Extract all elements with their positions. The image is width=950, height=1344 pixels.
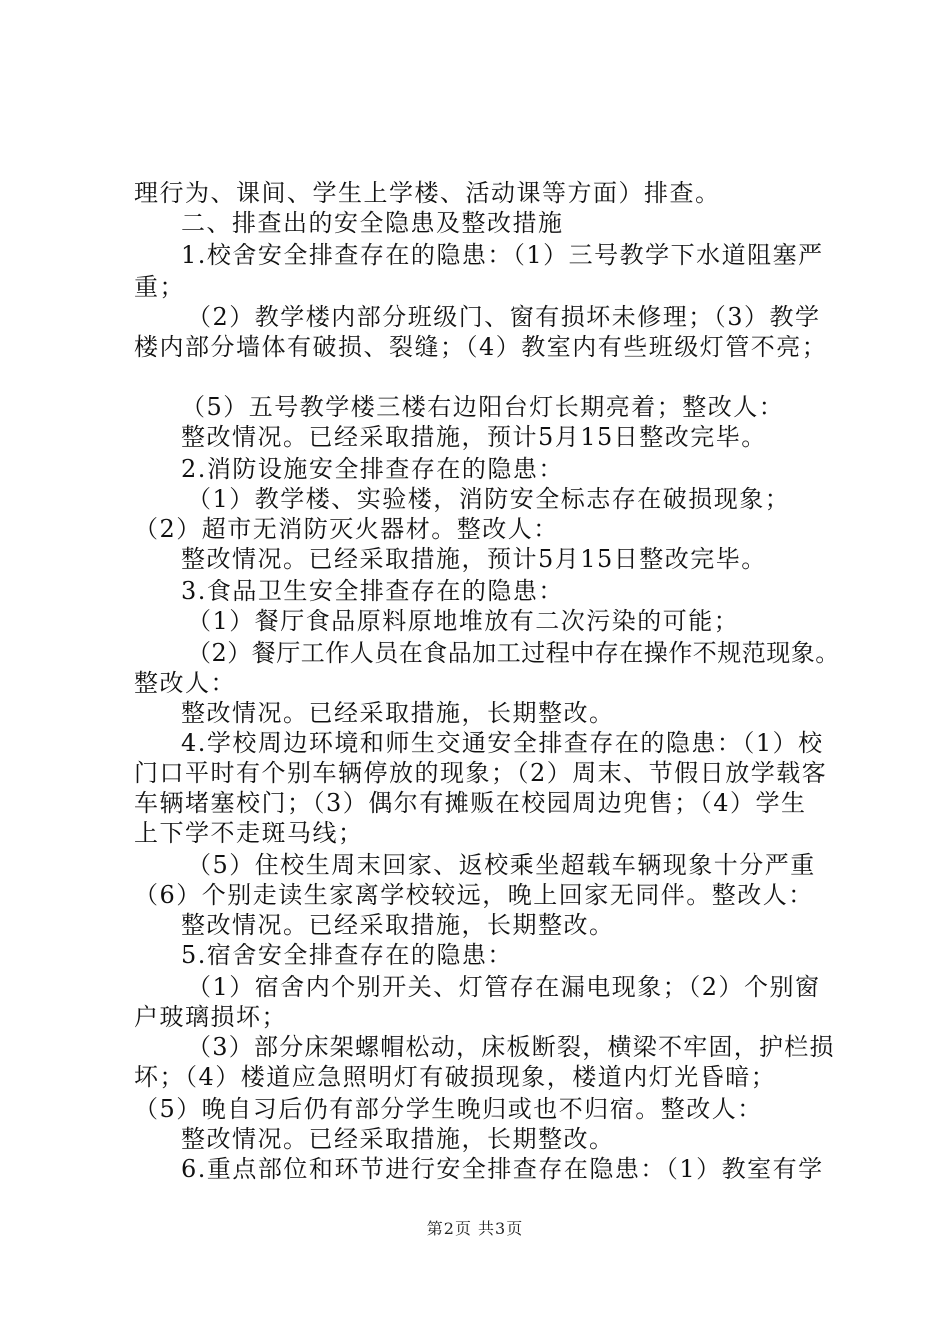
text-line: （2）餐厅工作人员在食品加工过程中存在操作不规范现象。 <box>187 639 840 667</box>
text-line: （6）个别走读生家离学校较远，晚上回家无同伴。整改人： <box>134 881 814 909</box>
text-line: 坏；（4）楼道应急照明灯有破损现象，楼道内灯光昏暗； <box>134 1063 777 1091</box>
text-line: 重； <box>134 273 185 301</box>
text-line: 整改情况。已经采取措施，长期整改。 <box>181 699 615 727</box>
text-line: （1）餐厅食品原料原地堆放有二次污染的可能； <box>187 607 740 635</box>
text-line: 2.消防设施安全排查存在的隐患： <box>181 455 564 483</box>
text-line: （5）住校生周末回家、返校乘坐超载车辆现象十分严重 <box>187 851 816 879</box>
text-line: （1）宿舍内个别开关、灯管存在漏电现象；（2）个别窗 <box>187 973 821 1001</box>
text-line: （5）五号教学楼三楼右边阳台灯长期亮着；整改人： <box>181 393 785 421</box>
text-line: （3）部分床架螺帽松动，床板断裂，横梁不牢固，护栏损 <box>187 1033 835 1061</box>
text-line: 整改人： <box>134 669 236 697</box>
text-line: 4.学校周边环境和师生交通安全排查存在的隐患：（1）校 <box>181 729 824 757</box>
text-line: 车辆堵塞校门；（3）偶尔有摊贩在校园周边兜售；（4）学生 <box>134 789 807 817</box>
text-line: （1）教学楼、实验楼，消防安全标志存在破损现象； <box>187 485 791 513</box>
text-line: 上下学不走斑马线； <box>134 819 364 847</box>
text-line: 门口平时有个别车辆停放的现象；（2）周末、节假日放学载客 <box>134 759 828 787</box>
text-line: 楼内部分墙体有破损、裂缝；（4）教室内有些班级灯管不亮； <box>134 333 828 361</box>
text-line: 1.校舍安全排查存在的隐患：（1）三号教学下水道阻塞严 <box>181 241 824 269</box>
text-line: （2）教学楼内部分班级门、窗有损坏未修理；（3）教学 <box>187 303 821 331</box>
text-line: 理行为、课间、学生上学楼、活动课等方面）排查。 <box>134 179 721 207</box>
text-line: 5.宿舍安全排查存在的隐患： <box>181 941 513 969</box>
text-line: 6.重点部位和环节进行安全排查存在隐患：（1）教室有学 <box>181 1155 824 1183</box>
page-footer: 第2页 共3页 <box>426 1219 524 1238</box>
text-line: 户玻璃损坏； <box>134 1003 287 1031</box>
text-line: 整改情况。已经采取措施，长期整改。 <box>181 1125 615 1153</box>
text-line: 3.食品卫生安全排查存在的隐患： <box>181 577 564 605</box>
text-line: （2）超市无消防灭火器材。整改人： <box>134 515 559 543</box>
text-line: （5）晚自习后仍有部分学生晚归或也不归宿。整改人： <box>134 1095 763 1123</box>
section-heading: 二、排查出的安全隐患及整改措施 <box>181 209 564 237</box>
text-line: 整改情况。已经采取措施，长期整改。 <box>181 911 615 939</box>
text-line: 整改情况。已经采取措施，预计5月15日整改完毕。 <box>181 545 767 573</box>
text-line: 整改情况。已经采取措施，预计5月15日整改完毕。 <box>181 423 767 451</box>
